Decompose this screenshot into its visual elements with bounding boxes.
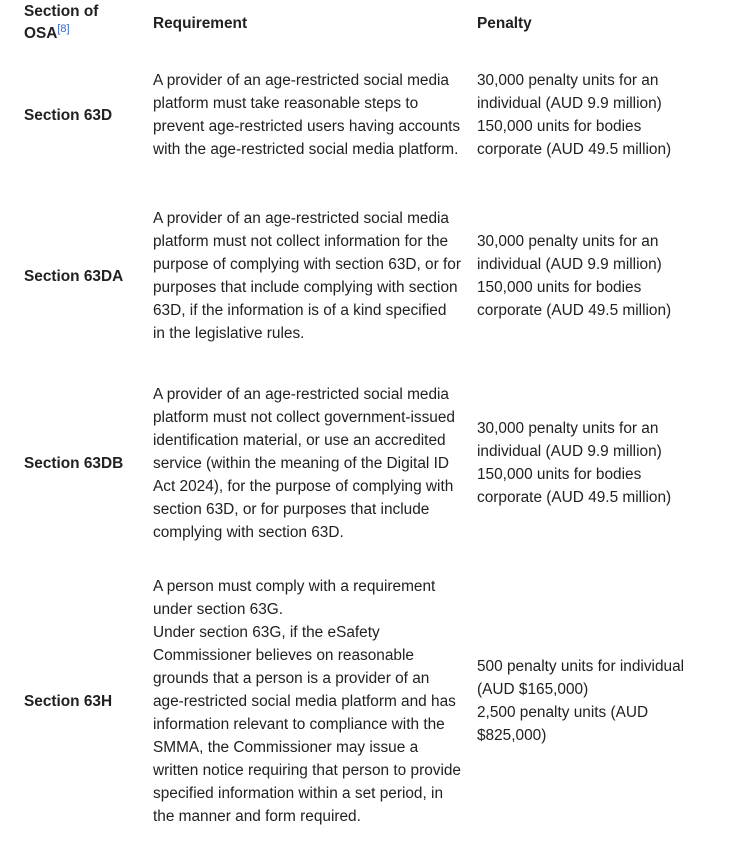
requirement-cell	[145, 558, 469, 844]
table-header-row	[16, 0, 705, 46]
section-cell: Section 63H	[24, 692, 113, 710]
osa-penalties-table	[16, 0, 705, 844]
requirement-text: A provider of an age-restricted social media platform must not collect information for the purpose of complying with section 63D, or for purposes that include complying with section 63D, if the information is of a kind specified in the legislative rules.	[153, 210, 461, 342]
requirement-cell	[145, 368, 469, 558]
header-section-of-osa	[16, 0, 145, 46]
requirement-text: A provider of an age-restricted social media platform must not collect government-issued identification material, or use an accredited service (within the meaning of the Digital ID Act 2024), for the purpose of complying with section 63D, or for purposes that include complying with section 63D.	[153, 385, 455, 541]
requirement-cell	[145, 184, 469, 368]
penalty-corporate: 150,000 units for bodies corporate (AUD 49.5 million)	[477, 118, 672, 158]
penalty-cell	[469, 184, 705, 368]
penalty-corporate: 150,000 units for bodies corporate (AUD 49.5 million)	[477, 466, 672, 506]
requirement-text: A person must comply with a requirement under section 63G.	[153, 577, 436, 618]
requirement-text: A provider of an age-restricted social media platform must take reasonable steps to prevent age-restricted users having accounts with the age-restricted social media platform.	[153, 72, 461, 158]
penalty-individual: 30,000 penalty units for an individual (AUD 9.9 million)	[477, 420, 662, 460]
requirement-detail: Under section 63G, if the eSafety Commissioner believes on reasonable grounds that a person is a provider of an age-restricted social media platform and has information relevant to compliance with the SMMA, the Commissioner may issue a written notice requiring that person to provide specified information within a set period, in the manner and form required.	[153, 623, 461, 825]
table-row	[16, 558, 705, 844]
section-cell: Section 63D	[24, 106, 113, 124]
requirement-cell	[145, 46, 469, 184]
penalty-corporate: 150,000 units for bodies corporate (AUD 49.5 million)	[477, 279, 672, 319]
penalty-individual: 500 penalty units for individual (AUD $165,000)	[477, 658, 685, 698]
table-row	[16, 368, 705, 558]
penalty-individual: 30,000 penalty units for an individual (AUD 9.9 million)	[477, 72, 662, 112]
table-row	[16, 184, 705, 368]
header-penalty: Penalty	[477, 14, 532, 32]
table-row	[16, 46, 705, 184]
penalty-individual: 30,000 penalty units for an individual (AUD 9.9 million)	[477, 233, 662, 273]
penalty-corporate: 2,500 penalty units (AUD $825,000)	[477, 704, 649, 744]
header-requirement: Requirement	[153, 14, 248, 32]
reference-link[interactable]: [8]	[57, 22, 70, 35]
penalty-cell	[469, 558, 705, 844]
penalty-cell	[469, 46, 705, 184]
header-section-label: Section of OSA	[24, 3, 99, 42]
section-cell: Section 63DA	[24, 267, 124, 285]
penalty-cell	[469, 368, 705, 558]
section-cell: Section 63DB	[24, 454, 124, 472]
